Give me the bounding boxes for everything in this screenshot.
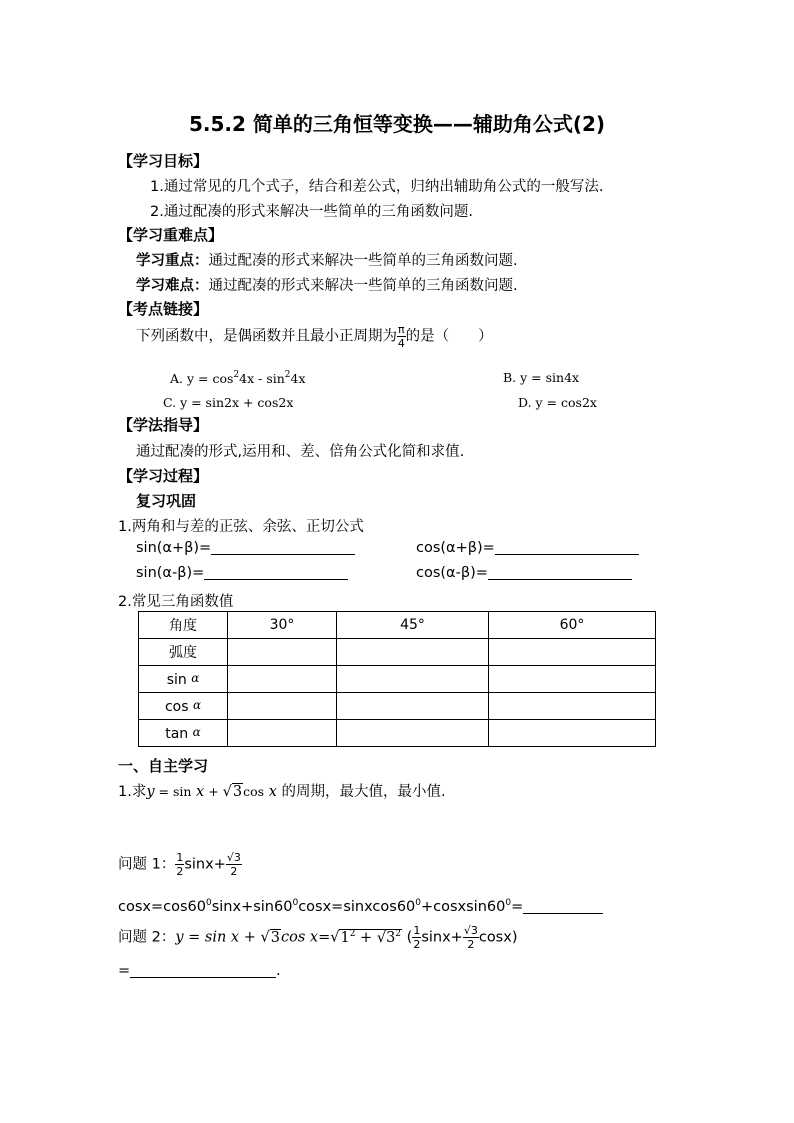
half-fraction [175,852,184,877]
q1-prefix: 1.求 [118,784,147,800]
formula-title: 1.两角和与差的正弦、余弦、正切公式 [118,519,364,535]
cos-sum-label: cos(α+β)= [416,540,495,556]
half-numerator: 1 [176,851,184,864]
table-cell[interactable] [228,693,337,720]
alpha-symbol: α [192,697,202,712]
p2-plus: + [355,929,377,946]
page-title: 5.5.2 简单的三角恒等变换——辅助角公式(2) [188,112,606,136]
p2-root3-denominator: 2 [467,938,475,951]
q1-sqrt: √3 [222,784,243,800]
goal-item-2: 2.通过配凑的形式来解决一些简单的三角函数问题. [150,204,473,220]
line2-part-e: = [511,899,524,915]
table-cell[interactable] [489,666,656,693]
choice-a-part-2: 4x - sin [239,371,285,386]
q1-eq: = sin [154,784,192,799]
focus-line [136,249,518,270]
p2-half-numerator: 1 [413,924,421,937]
header-angle: 角度 [139,612,228,639]
row-label-sin [139,666,228,693]
period-numerator: π [398,323,405,336]
row-label-cos [139,693,228,720]
difficulty-label: 学习难点： [136,278,209,294]
q1-plus: + [204,784,223,799]
cos-diff-label: cos(α-β)= [416,565,488,581]
q1-root: 3 [232,784,243,800]
problem-2-blank[interactable] [130,977,276,978]
review-heading: 复习巩固 [136,492,197,510]
table-cell[interactable] [337,720,489,747]
line2-part-d: +cosxsin60 [421,899,506,915]
sin-diff-label: sin(α-β)= [136,565,205,581]
table-cell[interactable] [228,639,337,666]
sin-sum-label: sin(α+β)= [136,540,212,556]
header-45: 45° [337,612,489,639]
sin-diff-line [136,565,348,581]
row-label-tan [139,720,228,747]
degree-mark: 0 [505,898,512,908]
self-study-question-1 [118,780,446,801]
p2-half-fraction [412,925,421,950]
table-row [139,666,656,693]
row-label-radian: 弧度 [139,639,228,666]
root3-numerator: √3 [226,851,241,864]
sin-sum-line [136,540,355,556]
choice-b: B. y = sin4x [503,370,580,385]
p2-square-2: 2 [395,928,402,939]
focus-label: 学习重点： [136,253,209,269]
problem-1-label: 问题 1： [118,856,176,873]
problem-2-label: 问题 2： [118,929,176,946]
table-cell[interactable] [337,666,489,693]
p2-square-1: 2 [349,928,356,939]
table-cell[interactable] [337,693,489,720]
problem-2-answer-line [118,963,281,979]
choice-a-part-3: 4x [290,371,306,386]
exam-question-prefix: 下列函数中，是偶函数并且最小正周期为 [136,328,397,345]
problem-1-mid: sinx+ [184,856,226,873]
p2-cosx: cosx) [478,929,518,946]
key-points-heading: 【学习重难点】 [118,226,224,244]
cos-diff-line [416,565,632,581]
cos-sum-line [416,540,639,556]
last-eq: = [118,963,131,979]
choice-a [170,370,306,386]
row-label-sin-text: sin [166,671,187,688]
table-cell[interactable] [228,666,337,693]
q1-suffix: 的周期，最大值，最小值. [276,784,446,800]
p2-open-paren: ( [406,929,413,946]
difficulty-text: 通过配凑的形式来解决一些简单的三角函数问题. [208,278,518,294]
table-cell[interactable] [489,720,656,747]
row-label-cos-text: cos [164,698,189,715]
method-heading: 【学法指导】 [118,416,209,434]
header-60: 60° [489,612,656,639]
method-text: 通过配凑的形式,运用和、差、倍角公式化简和求值. [136,444,465,460]
p2-eq: = [318,929,331,946]
exam-question [136,324,493,349]
root3-denominator: 2 [230,865,238,878]
q1-x2: x [268,784,277,800]
root3-half-fraction [226,852,242,877]
alpha-symbol: α [191,670,200,685]
row-label-tan-text: tan [165,725,189,742]
table-row [139,693,656,720]
problem-2-line [118,925,517,950]
sin-diff-blank[interactable] [204,579,348,580]
table-cell[interactable] [337,639,489,666]
process-heading: 【学习过程】 [118,467,209,485]
table-cell[interactable] [489,639,656,666]
p2-radicand-a: 1 [340,929,350,946]
self-study-heading: 一、自主学习 [118,757,209,775]
period-denominator: 4 [397,337,405,350]
line2-part-c: cosx=sinxcos60 [298,899,416,915]
alpha-symbol: α [192,724,201,739]
trig-values-table [138,611,656,747]
choice-a-part-1: A. y = cos [170,371,234,386]
line2-part-b: sinx+sin60 [211,899,293,915]
p2-half-denominator: 2 [413,938,421,951]
p2-root3-numerator: √3 [463,924,478,937]
degree-mark: 0 [292,898,299,908]
q1-y: y [146,784,155,800]
p2-sinx: sinx+ [421,929,463,946]
focus-text: 通过配凑的形式来解决一些简单的三角函数问题. [208,253,518,269]
table-cell[interactable] [489,693,656,720]
table-row [139,720,656,747]
p2-root: 3 [270,929,280,946]
table-header-row [139,612,656,639]
last-period: . [276,963,281,979]
choice-d: D. y = cos2x [518,395,597,410]
p2-radicand-b: 3 [386,929,396,946]
half-denominator: 2 [176,865,184,878]
square-exponent-2: 2 [284,370,291,380]
goals-heading: 【学习目标】 [118,152,209,170]
p2-cos: cos x [280,929,319,946]
p2-root3-fraction [463,925,479,950]
p2-big-sqrt: $√1^2 + √3^2$ [330,928,402,946]
goal-item-1: 1.通过常见的几个式子，结合和差公式，归纳出辅助角公式的一般写法. [150,179,604,195]
problem-1-blank[interactable] [523,913,603,914]
table-row [139,639,656,666]
q1-x1: x [196,784,205,800]
problem-2-expr: y = sin x + [175,929,261,946]
table-cell[interactable] [228,720,337,747]
cos-diff-blank[interactable] [488,579,632,580]
q1-cos: cos [243,784,265,799]
table-title: 2.常见三角函数值 [118,594,234,610]
cos-sum-blank[interactable] [495,554,639,555]
problem-1-line [118,852,242,877]
exam-question-suffix: 的是（ ） [405,328,493,345]
difficulty-line [136,274,518,295]
header-30: 30° [228,612,337,639]
degree-mark: 0 [205,898,212,908]
sin-sum-blank[interactable] [211,554,355,555]
square-exponent-1: 2 [233,370,240,380]
problem-1-continuation [118,898,603,915]
line2-part-a: cosx=cos60 [118,899,206,915]
degree-mark: 0 [415,898,421,908]
period-fraction [397,324,406,349]
choice-c: C. y = sin2x + cos2x [163,395,294,410]
p2-sqrt: √3 [260,929,280,946]
exam-link-heading: 【考点链接】 [118,300,209,318]
